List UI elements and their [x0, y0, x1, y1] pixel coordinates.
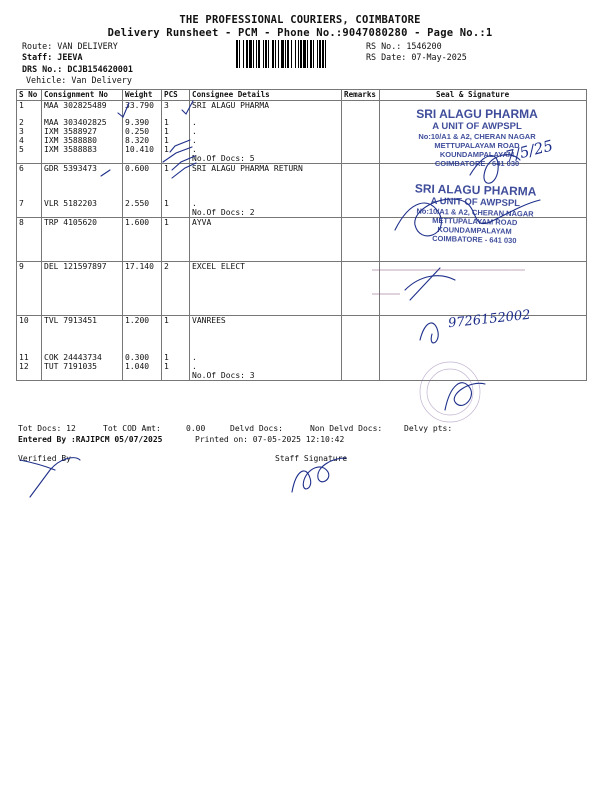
stamp1-line: A UNIT OF AWPSPL — [432, 121, 522, 132]
cell-consignee: . — [190, 145, 342, 154]
cell-sno: 7 — [17, 199, 42, 208]
vehicle-label: Vehicle: Van Delivery — [26, 75, 132, 85]
cell-consignee: . — [190, 362, 342, 371]
stamp2-line: METTUPALAYAM ROAD — [432, 215, 518, 228]
stamp1-line: KOUNDAMPALAYAM — [439, 150, 515, 159]
cell-pcs: 1 — [162, 316, 190, 326]
delivered-docs: Delvd Docs: — [230, 424, 283, 433]
cell-cn: IXM 3588880 — [42, 136, 123, 145]
col-consignment: Consignment No — [42, 90, 123, 101]
col-consignee: Consignee Details — [190, 90, 342, 101]
cell-wt: 0.300 — [123, 353, 162, 362]
cell-pcs: 2 — [162, 262, 190, 272]
runsheet-subtitle: Delivery Runsheet - PCM - Phone No.:9047080280 - Page No.:1 — [107, 27, 493, 39]
cell-pcs: 1 — [162, 353, 190, 362]
cell-consignee: . — [190, 353, 342, 362]
non-delivered-docs: Non Delvd Docs: — [310, 424, 383, 433]
cell-cn: IXM 3588883 — [42, 145, 123, 154]
cell-pcs: 1 — [162, 145, 190, 154]
cell-sno: 10 — [17, 316, 42, 326]
cell-cn: COK 24443734 — [42, 353, 123, 362]
company-title: THE PROFESSIONAL COURIERS, COIMBATORE — [179, 14, 421, 26]
signature-scribble — [405, 276, 455, 290]
cell-pcs: 1 — [162, 164, 190, 174]
docs-count: No.Of Docs: 3 — [190, 371, 342, 381]
cell-pcs: 1 — [162, 136, 190, 145]
handwritten-date: 7/5/25 — [503, 136, 555, 166]
cell-sno: 3 — [17, 127, 42, 136]
cell-cn: TVL 7913451 — [42, 316, 123, 326]
cell-consignee: . — [190, 118, 342, 127]
verified-signature — [20, 460, 55, 470]
handwritten-phone: 9726152002 — [447, 307, 532, 332]
tick-mark — [101, 170, 110, 176]
stamp1-line: No:10/A1 & A2, CHERAN NAGAR — [418, 132, 536, 141]
signature-scribble — [470, 155, 520, 184]
route-label: Route: VAN DELIVERY — [22, 41, 118, 51]
cell-cn: MAA 302825489 — [42, 101, 123, 111]
delivery-points: Delvy pts: — [404, 424, 453, 433]
cell-consignee: SRI ALAGU PHARMA — [190, 101, 342, 111]
col-sno: S No — [17, 90, 42, 101]
cell-cn: VLR 5182203 — [42, 199, 123, 208]
stamp1-line: SRI ALAGU PHARMA — [416, 107, 538, 121]
col-weight: Weight — [123, 90, 162, 101]
stamp2-line: No:10/A1 & A2, CHERAN NAGAR — [416, 206, 534, 219]
cell-consignee: SRI ALAGU PHARMA RETURN — [190, 164, 342, 174]
cell-cn: TUT 7191035 — [42, 362, 123, 371]
cell-consignee: . — [190, 136, 342, 145]
verified-by-label: Verified By — [18, 454, 71, 463]
col-seal-signature: Seal & Signature — [380, 90, 587, 101]
cell-sno: 11 — [17, 353, 42, 362]
cell-sno: 12 — [17, 362, 42, 371]
docs-count: No.Of Docs: 2 — [190, 208, 342, 218]
stamp1-line: METTUPALAYAM ROAD — [434, 141, 520, 150]
staff-signature-scribble — [292, 458, 346, 492]
cell-pcs: 1 — [162, 218, 190, 228]
staff-label: Staff: JEEVA — [22, 52, 83, 62]
printed-on: Printed on: 07-05-2025 12:10:42 — [195, 435, 345, 444]
tick-mark — [172, 163, 196, 178]
stamp2-line: SRI ALAGU PHARMA — [414, 181, 537, 199]
cell-wt: 1.600 — [123, 218, 162, 228]
cell-wt: 1.040 — [123, 362, 162, 371]
entered-by: Entered By :RAJIPCM 05/07/2025 — [18, 435, 163, 444]
cell-sno: 1 — [17, 101, 42, 111]
cell-sno: 5 — [17, 145, 42, 154]
tick-mark — [118, 103, 129, 117]
stamp2-line: COIMBATORE - 641 030 — [432, 233, 517, 246]
tick-mark — [182, 101, 193, 114]
cell-pcs: 1 — [162, 127, 190, 136]
signature-scribble — [410, 268, 440, 300]
cell-pcs: 1 — [162, 118, 190, 127]
rs-date: RS Date: 07-May-2025 — [366, 52, 467, 62]
cell-cn: TRP 4105620 — [42, 218, 123, 228]
signature-scribble — [445, 383, 485, 410]
col-remarks: Remarks — [342, 90, 380, 101]
faded-round-stamp — [427, 369, 473, 415]
staff-signature-label: Staff Signature — [275, 454, 348, 463]
stamp2-line: KOUNDAMPALAYAM — [437, 225, 512, 236]
col-pcs: PCS — [162, 90, 190, 101]
cell-pcs: 3 — [162, 101, 190, 111]
signature-scribble — [420, 323, 438, 343]
cell-consignee: VANREES — [190, 316, 342, 326]
total-docs: Tot Docs: 12 — [18, 424, 76, 433]
cell-wt: 0.600 — [123, 164, 162, 174]
cell-wt: 10.410 — [123, 145, 162, 154]
stamp2-line: A UNIT OF AWPSPL — [430, 195, 521, 210]
cell-sno: 6 — [17, 164, 42, 174]
cell-wt: 17.140 — [123, 262, 162, 272]
rs-number: RS No.: 1546200 — [366, 41, 442, 51]
cell-wt: 8.320 — [123, 136, 162, 145]
cell-cn: GDR 5393473 — [42, 164, 123, 174]
drs-number: DRS No.: DCJB154620001 — [22, 64, 133, 74]
cell-wt: 1.200 — [123, 316, 162, 326]
total-cod-label: Tot COD Amt: — [103, 424, 161, 433]
tick-mark — [163, 147, 192, 162]
tick-mark — [170, 140, 190, 152]
cell-cn: MAA 303402825 — [42, 118, 123, 127]
docs-count: No.Of Docs: 5 — [190, 154, 342, 164]
cell-consignee: . — [190, 199, 342, 208]
cell-consignee: AYVA — [190, 218, 342, 228]
stamp1-line: COIMBATORE - 641 030 — [434, 159, 520, 168]
tick-mark — [172, 156, 195, 170]
cell-wt: 2.550 — [123, 199, 162, 208]
cell-cn: IXM 3588927 — [42, 127, 123, 136]
cell-wt: 0.250 — [123, 127, 162, 136]
cell-wt: 9.390 — [123, 118, 162, 127]
cell-pcs: 1 — [162, 199, 190, 208]
cell-sno: 2 — [17, 118, 42, 127]
cell-sno: 8 — [17, 218, 42, 228]
cell-pcs: 1 — [162, 362, 190, 371]
cell-sno: 4 — [17, 136, 42, 145]
cell-sno: 9 — [17, 262, 42, 272]
cell-wt: 33.790 — [123, 101, 162, 111]
cell-consignee: . — [190, 127, 342, 136]
cell-cn: DEL 121597897 — [42, 262, 123, 272]
signature-scribble — [395, 199, 540, 236]
cell-consignee: EXCEL ELECT — [190, 262, 342, 272]
total-cod-value: 0.00 — [186, 424, 206, 433]
